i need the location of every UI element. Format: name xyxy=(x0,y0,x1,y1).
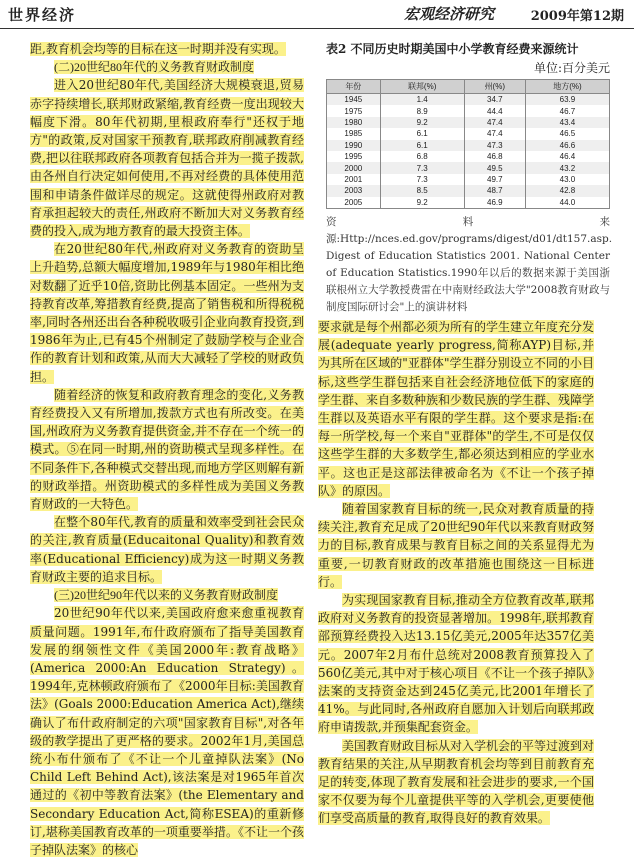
table-cell: 1945 xyxy=(327,94,381,106)
table-cell: 46.7 xyxy=(525,105,609,116)
journal-brand: 宏观经济研究 xyxy=(404,5,495,23)
table-cell: 9.2 xyxy=(380,117,464,128)
table-row xyxy=(327,128,610,139)
table-cell: 46.5 xyxy=(525,128,609,139)
table-row xyxy=(327,94,610,106)
table-cell: 9.2 xyxy=(380,197,464,209)
table-cell: 47.4 xyxy=(464,128,525,139)
paragraph: 距,教育机会均等的目标在这一时期并没有实现。 xyxy=(30,42,286,56)
table-cell: 49.5 xyxy=(464,162,525,173)
table-cell: 1990 xyxy=(327,140,381,151)
paragraph: 在整个80年代,教育的质量和效率受到社会民众的关注,教育质量(Educaitonal Quality)和教育效率(Educational Efficiency)成为这一时期义务教育财政主要的追求目标。 xyxy=(30,515,304,584)
section-heading: (二)20世纪80年代的义务教育财政制度 xyxy=(54,60,254,75)
table-caption: 表2 不同历史时期美国中小学教育经费来源统计 xyxy=(326,42,579,56)
column-header: 年份 xyxy=(327,80,381,94)
table-cell: 46.4 xyxy=(525,151,609,162)
table-row xyxy=(327,151,610,162)
table-row xyxy=(327,162,610,173)
table-row xyxy=(327,140,610,151)
table-cell: 2005 xyxy=(327,197,381,209)
table-row xyxy=(327,174,610,185)
funding-table-block xyxy=(326,40,613,316)
table-cell: 8.9 xyxy=(380,105,464,116)
paragraph: 在20世纪80年代,州政府对义务教育的资助呈上升趋势,总额大幅度增加,1989年与1980年相比绝对数翻了近乎10倍,资助比例基本固定。一些州为支持教育改革,筹措教育经费,提高了销售税和所得税税率,同时各州还出台各种税收吸引企业向教育投资,到1986年为止,已有45个州制定了鼓励学校与企业合作的教育计划和政策,从而大大减轻了学校的财政负担。 xyxy=(30,242,304,384)
column-header: 州(%) xyxy=(464,80,525,94)
table-cell: 6.1 xyxy=(380,140,464,151)
paragraph: 随着经济的恢复和政府教育理念的变化,义务教育经费投入又有所增加,拨款方式也有所改变。在美国,州政府为义务教育提供资金,并不存在一个统一的模式。⑤在同一时期,州的资助模式呈现多样性。在不同条件下,各种模式交替出现,而地方学区则解有新的财政举措。州资助模式的多样性成为美国义务教育财政的一大特色。 xyxy=(30,387,304,512)
table-cell: 47.4 xyxy=(464,117,525,128)
right-column xyxy=(318,318,594,828)
table-cell: 2003 xyxy=(327,185,381,196)
column-header: 联邦(%) xyxy=(380,80,464,94)
table-cell: 44.4 xyxy=(464,105,525,116)
table-row xyxy=(327,185,610,196)
table-cell: 7.3 xyxy=(380,174,464,185)
table-cell: 46.6 xyxy=(525,140,609,151)
table-cell: 49.7 xyxy=(464,174,525,185)
table-cell: 63.9 xyxy=(525,94,609,106)
table-cell: 8.5 xyxy=(380,185,464,196)
table-cell: 47.3 xyxy=(464,140,525,151)
section-heading: (三)20世纪90年代以来的义务教育财政制度 xyxy=(54,588,278,603)
table-unit: 单位:百分美元 xyxy=(533,61,610,75)
table-cell: 7.3 xyxy=(380,162,464,173)
paragraph: 要求就是每个州都必须为所有的学生建立年度充分发展(adequate yearly progress,简称AYP)目标,并为其所在区域的"亚群体"学生群分别设立不同的小目标,这些学生群包括来自社会经济地位低下的家庭的学生群、来自多数种族和少数民族的学生群、残障学生群以及英语水平有限的学生群。这个要求是指:在每一所学校,每一个来自"亚群体"的学生,不可是仅仅这些学生群的大多数学生,都必须达到相应的学业水平。这也正是这部法律被命名为《不让一个孩子掉队》的原因。 xyxy=(318,320,595,498)
table-cell: 6.1 xyxy=(380,128,464,139)
table-row xyxy=(327,197,610,209)
table-cell: 44.0 xyxy=(525,197,609,209)
issue-number: 2009年第12期 xyxy=(530,9,624,24)
table-header-row xyxy=(327,80,610,94)
table-cell: 2001 xyxy=(327,174,381,185)
table-cell: 46.8 xyxy=(464,151,525,162)
funding-table xyxy=(326,79,610,209)
table-cell: 48.7 xyxy=(464,185,525,196)
journal-name: 世界经济 xyxy=(8,6,77,24)
paragraph: 进入20世纪80年代,美国经济大规模衰退,贸易赤字持续增长,联邦财政紧缩,教育经费一度出现较大幅度下滑。80年代初期,里根政府奉行"还权于地方"的政策,反对国家干预教育,联邦政府削减教育经费,把以往联邦政府各项教育包括合并为一揽子拨款,由各州自行决定如何使用,不再对经费的具体使用范围和申请条件做详尽的规定。这就使得州政府对教育承担起较大的责任,州政府不断加大对义务教育经费的投入,成为地方教育的最大投资主体。 xyxy=(30,78,304,239)
table-cell: 46.9 xyxy=(464,197,525,209)
paragraph: 美国教育财政目标从对入学机会的平等过渡到对教育结果的关注,从早期教育机会均等到目前教育充足的转变,体现了教育发展和社会进步的要求,一个国家不仅要为每个儿童提供平等的入学机会,更要使他们享受高质量的教育,取得良好的教育效果。 xyxy=(318,738,595,826)
table-cell: 1.4 xyxy=(380,94,464,106)
running-header xyxy=(0,0,634,29)
table-cell: 1975 xyxy=(327,105,381,116)
table-row xyxy=(327,105,610,116)
table-cell: 43.2 xyxy=(525,162,609,173)
paragraph: 随着国家教育目标的统一,民众对教育质量的持续关注,教育充足成了20世纪90年代以来教育财政努力的目标,教育成果与教育目标之间的关系显得尤为重要,一切教育财政的改革措施也围绕这一目标进行。 xyxy=(318,502,594,589)
table-body xyxy=(327,94,610,209)
table-cell: 34.7 xyxy=(464,94,525,106)
table-cell: 6.8 xyxy=(380,151,464,162)
table-cell: 42.8 xyxy=(525,185,609,196)
table-source: 资料来源:Http://nces.ed.gov/programs/digest/d01/dt157.asp. Digest of Education Statistics 2001. National Center of Education Statistics.1990年以后的数据来源于美国浙联根州立大学教授费雷在中南财经政法大学"2008教育财政与制度国际研讨会"上的演讲材料 xyxy=(326,215,613,313)
paragraph: 为实现国家教育目标,推动全方位教育改革,联邦政府对义务教育的投资显著增加。1998年,联邦教育部预算经费投入达13.15亿美元,2005年达357亿美元。2007年2月布什总统对2008教育预算投入了560亿美元,其中对于核心项目《不让一个孩子掉队》法案的支持资金达到245亿美元,比2001年增长了41%。与此同时,各州政府自愿加入计划后向联邦政府申请拨款,并预集配套资金。 xyxy=(318,593,594,735)
paragraph: 20世纪90年代以来,美国政府愈来愈重视教育质量问题。1991年,布什政府颁布了指导美国教育发展的纲领性文件《美国2000年:教育战略》(America 2000:An Education Strategy)。1994年,克林顿政府颁布了《2000年目标:美国教育法》(Goals 2000:Education America Act),继续确认了布什政府制定的六项"国家教育目标",对各年级的教学提出了更严格的要求。2002年1月,美国总统小布什颁布了《不让一个儿童掉队法案》(No Child Left Behind Act),该法案是对1965年首次通过的《初中等教育法案》(the Elementary and Secondary Education Act,简称ESEA)的重新修订,堪称美国教育改革的一项重要举措。《不让一个孩子掉队法案》的核心 xyxy=(30,606,304,857)
table-cell: 2000 xyxy=(327,162,381,173)
table-cell: 1985 xyxy=(327,128,381,139)
table-cell: 1980 xyxy=(327,117,381,128)
left-column xyxy=(30,40,304,859)
table-cell: 43.4 xyxy=(525,117,609,128)
table-cell: 43.0 xyxy=(525,174,609,185)
table-cell: 1995 xyxy=(327,151,381,162)
column-header: 地方(%) xyxy=(525,80,609,94)
table-row xyxy=(327,117,610,128)
